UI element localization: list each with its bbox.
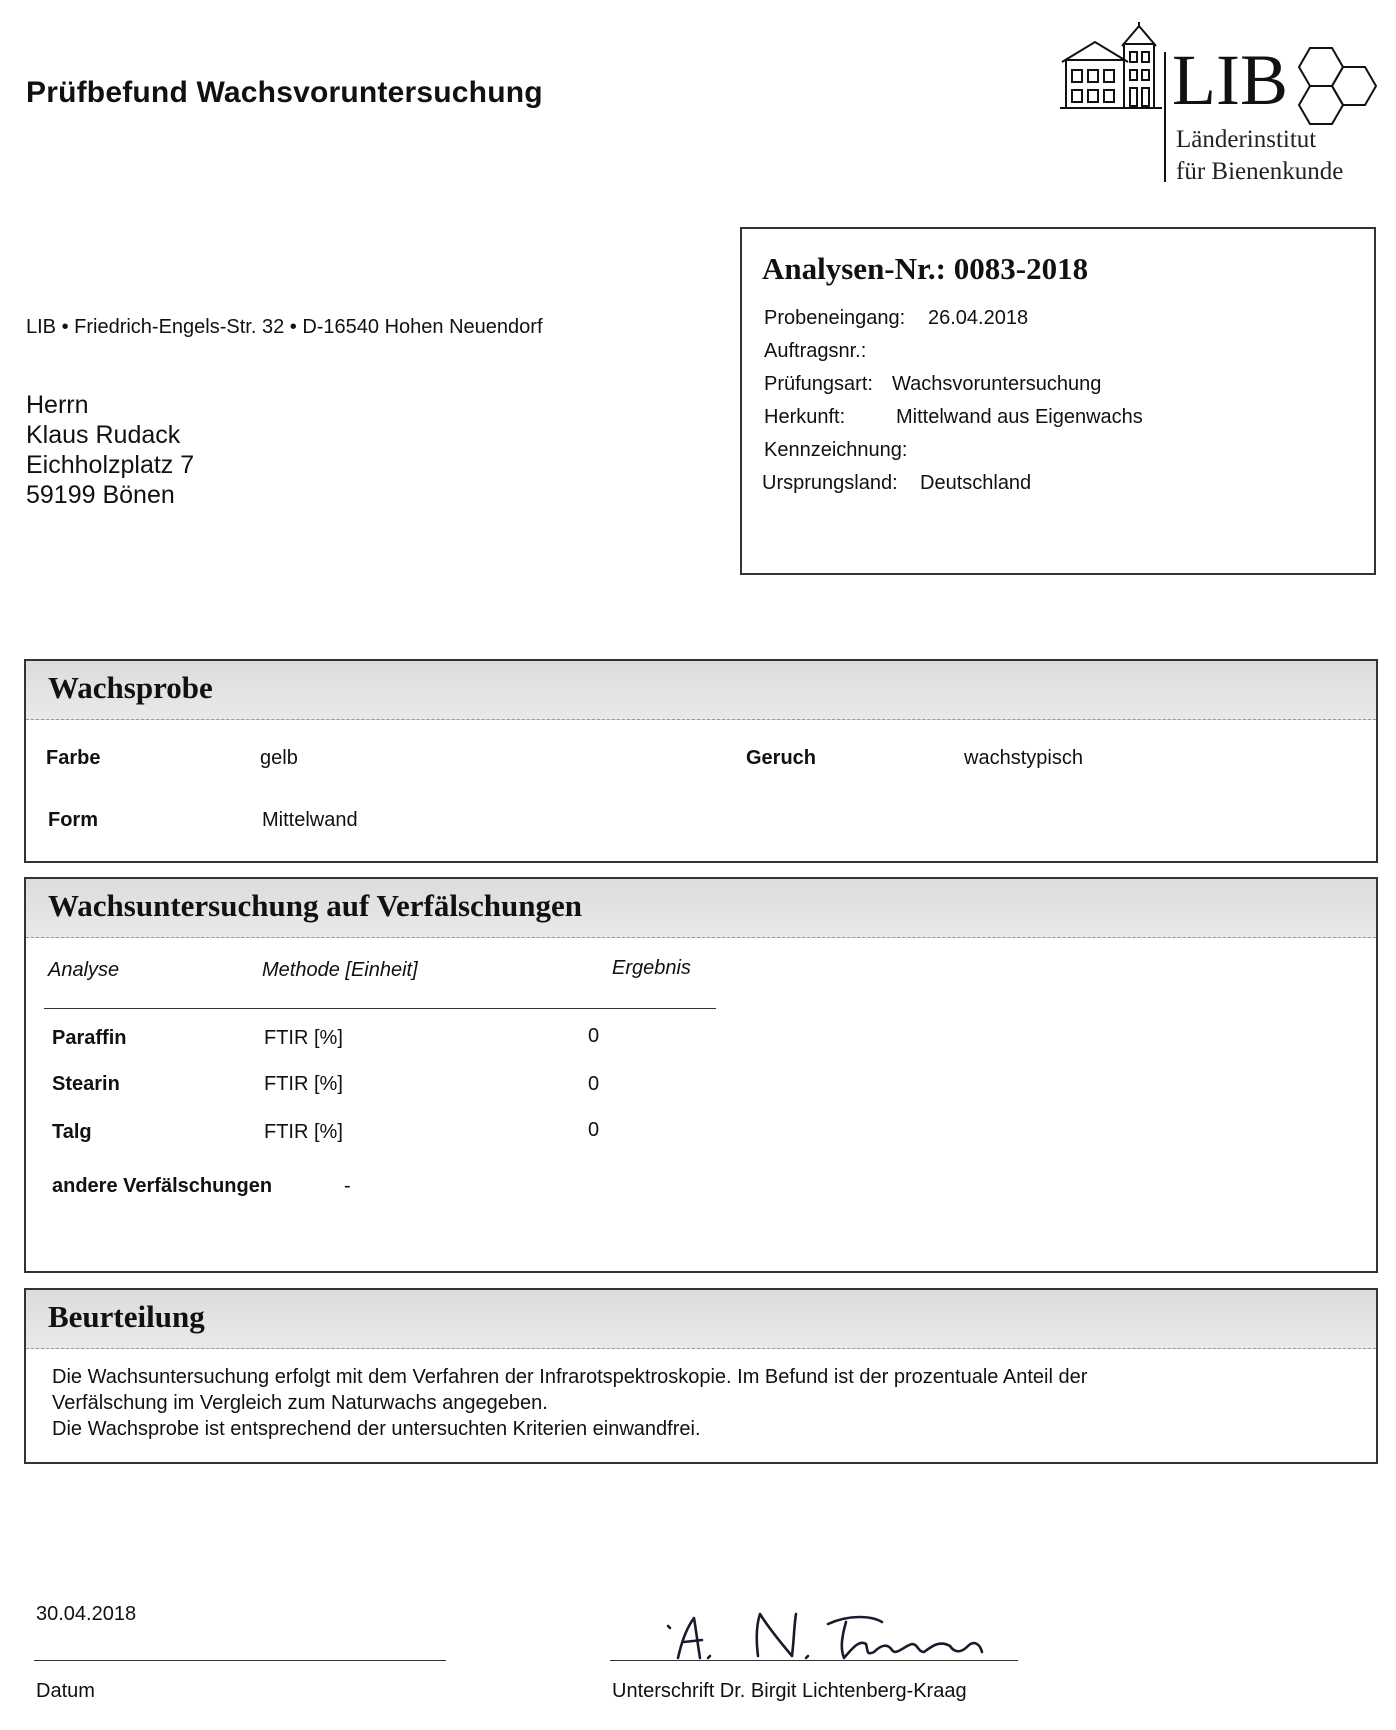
section-wachsprobe xyxy=(24,659,1378,863)
row-talg-analyse: Talg xyxy=(52,1121,92,1143)
row-paraffin-methode: FTIR [%] xyxy=(264,1027,343,1049)
section-heading: Wachsprobe xyxy=(48,670,213,705)
assessment-line: Verfälschung im Vergleich zum Naturwachs angegeben. xyxy=(52,1392,548,1414)
geruch-value: wachstypisch xyxy=(964,747,1083,769)
field-pruefungsart xyxy=(764,373,1102,396)
form-label: Form xyxy=(48,809,98,831)
section-verfaelschungen xyxy=(24,877,1378,1273)
field-label: Probeneingang: xyxy=(764,307,906,329)
assessment-line: Die Wachsuntersuchung erfolgt mit dem Verfahren der Infrarotspektroskopie. Im Befund ist der prozentuale Anteil der xyxy=(52,1366,1088,1388)
document-title: Prüfbefund Wachsvoruntersuchung xyxy=(26,76,543,109)
recipient-city: 59199 Bönen xyxy=(26,481,175,509)
column-header-ergebnis: Ergebnis xyxy=(612,957,691,979)
field-probeneingang xyxy=(764,307,1029,330)
column-header-methode: Methode [Einheit] xyxy=(262,959,418,981)
assessment-text xyxy=(52,1364,1342,1442)
row-stearin-analyse: Stearin xyxy=(52,1073,120,1095)
sender-address-line: LIB • Friedrich-Engels-Str. 32 • D-16540 Hohen Neuendorf xyxy=(26,316,543,338)
table-header-rule xyxy=(44,1008,716,1009)
date-label: Datum xyxy=(36,1680,95,1702)
section-heading: Beurteilung xyxy=(48,1299,205,1334)
other-adulterations-label: andere Verfälschungen xyxy=(52,1175,273,1197)
section-header xyxy=(26,879,1376,938)
column-header-analyse: Analyse xyxy=(48,959,120,981)
field-herkunft xyxy=(764,406,1143,429)
date-line xyxy=(34,1660,446,1661)
row-stearin-ergebnis: 0 xyxy=(588,1073,600,1095)
signature-line xyxy=(610,1660,1018,1661)
row-talg-ergebnis: 0 xyxy=(588,1119,600,1141)
logo-abbreviation: LIB xyxy=(1172,40,1288,120)
other-adulterations-value: - xyxy=(344,1175,351,1197)
analysis-info-box xyxy=(740,227,1376,575)
logo-name-line2: für Bienenkunde xyxy=(1176,158,1344,185)
farbe-label: Farbe xyxy=(46,747,101,769)
recipient-street: Eichholzplatz 7 xyxy=(26,451,195,479)
field-value: Deutschland xyxy=(920,472,1032,494)
recipient-salutation: Herrn xyxy=(26,391,89,419)
section-header xyxy=(26,1290,1376,1349)
field-auftragsnr xyxy=(764,340,866,363)
field-label: Herkunft: xyxy=(764,406,846,428)
logo-name-line1: Länderinstitut xyxy=(1176,126,1317,153)
field-kennzeichnung xyxy=(764,439,907,462)
field-value: Mittelwand aus Eigenwachs xyxy=(896,406,1143,428)
field-label: Kennzeichnung: xyxy=(764,439,908,461)
report-date: 30.04.2018 xyxy=(36,1603,137,1625)
farbe-value: gelb xyxy=(260,747,298,769)
section-header xyxy=(26,661,1376,720)
field-label: Ursprungsland: xyxy=(762,472,898,494)
row-paraffin-analyse: Paraffin xyxy=(52,1027,127,1049)
form-value: Mittelwand xyxy=(262,809,358,831)
row-paraffin-ergebnis: 0 xyxy=(588,1025,600,1047)
row-stearin-methode: FTIR [%] xyxy=(264,1073,343,1095)
geruch-label: Geruch xyxy=(746,747,817,769)
field-value: 26.04.2018 xyxy=(928,307,1029,329)
assessment-line: Die Wachsprobe ist entsprechend der untersuchten Kriterien einwandfrei. xyxy=(52,1418,701,1440)
analysis-number: Analysen-Nr.: 0083-2018 xyxy=(762,251,1089,286)
signature-label: Unterschrift Dr. Birgit Lichtenberg-Kraag xyxy=(612,1680,967,1702)
field-label: Prüfungsart: xyxy=(764,373,873,395)
honeycomb-logo-icon xyxy=(1280,40,1390,130)
section-beurteilung xyxy=(24,1288,1378,1464)
section-heading: Wachsuntersuchung auf Verfälschungen xyxy=(48,888,583,923)
field-ursprungsland xyxy=(762,472,1032,495)
recipient-name: Klaus Rudack xyxy=(26,421,181,449)
handwritten-signature-icon xyxy=(660,1600,1020,1672)
field-label: Auftragsnr.: xyxy=(764,340,867,362)
logo-divider xyxy=(1164,52,1166,182)
row-talg-methode: FTIR [%] xyxy=(264,1121,343,1143)
institute-building-logo-icon xyxy=(1058,20,1166,112)
recipient-address xyxy=(26,390,194,510)
field-value: Wachsvoruntersuchung xyxy=(892,373,1102,395)
